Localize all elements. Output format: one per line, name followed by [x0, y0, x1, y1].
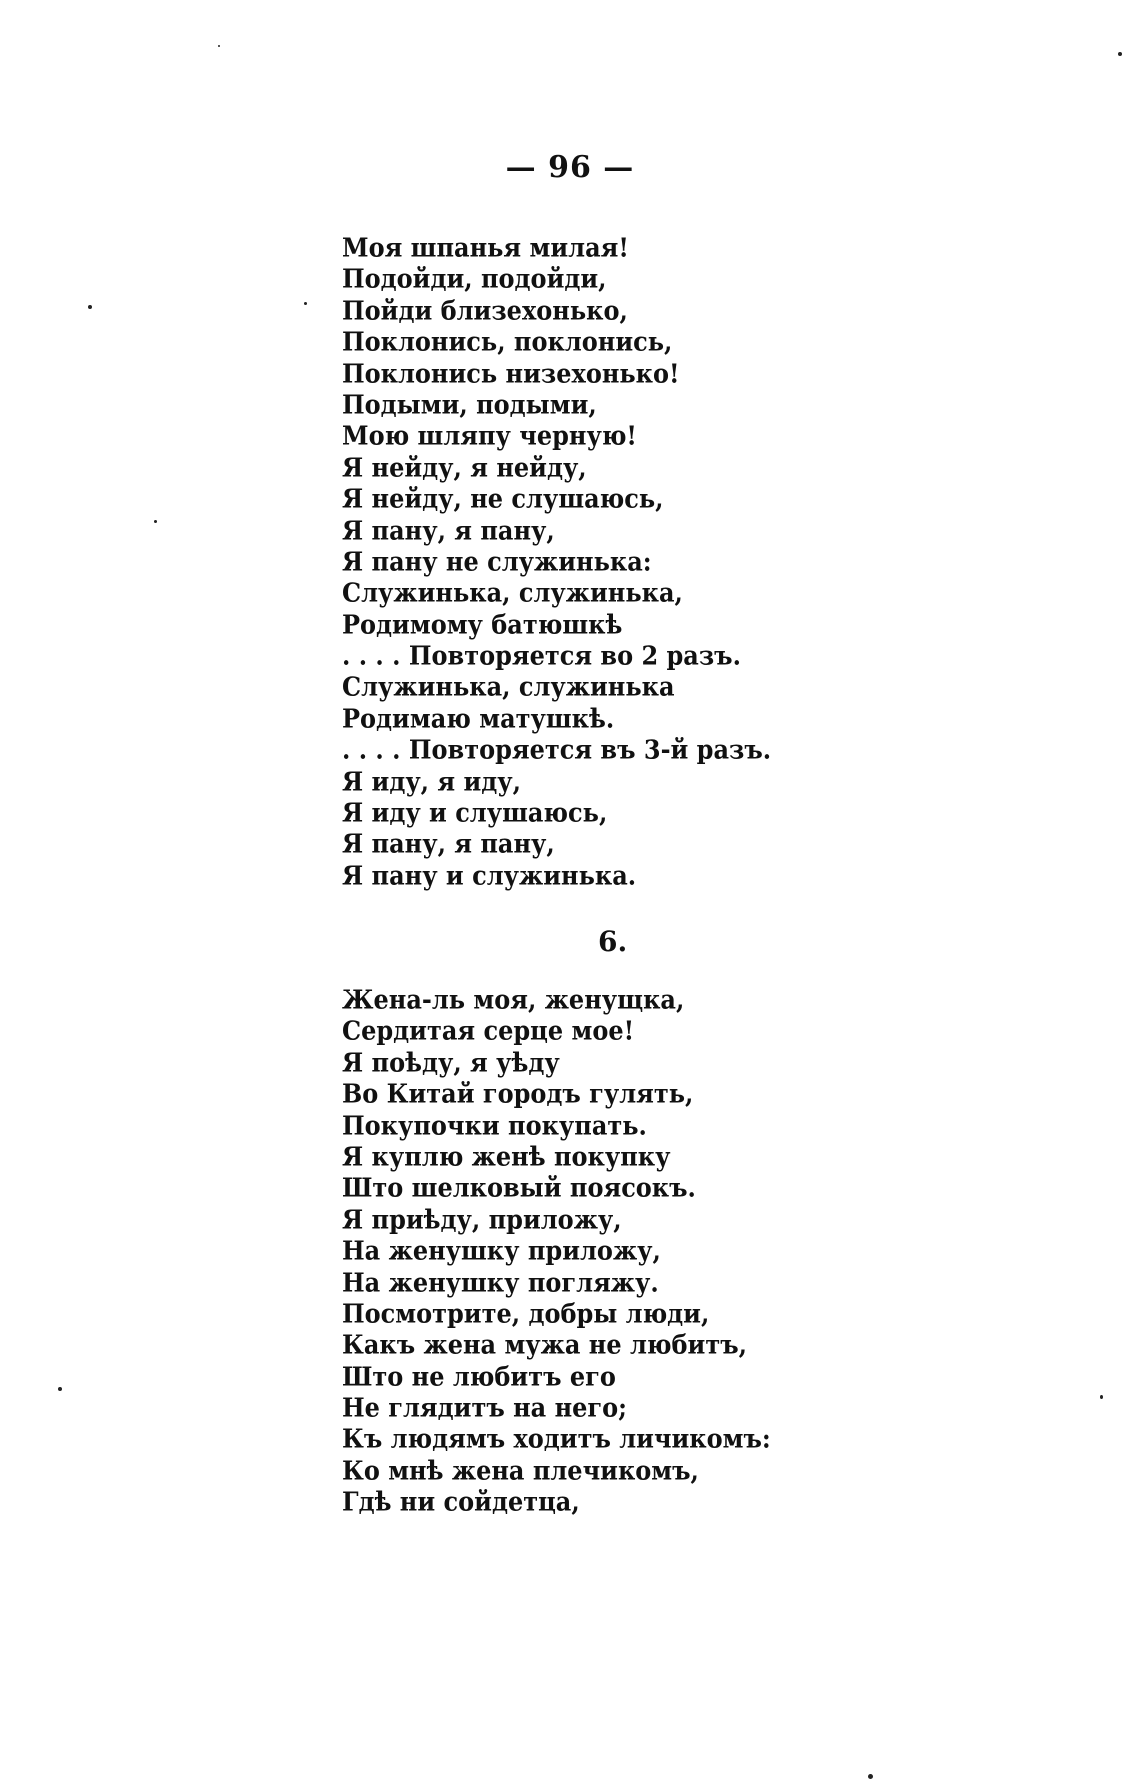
verse-line: Што не любитъ его: [342, 1360, 616, 1392]
verse-line: Подыми, подыми,: [342, 388, 597, 421]
verse-line: Што шелковый поясокъ.: [342, 1172, 696, 1204]
verse-line: Гдѣ ни сойдетца,: [342, 1486, 580, 1518]
scan-speck: [1118, 52, 1122, 56]
verse-line: Не глядитъ на него;: [342, 1391, 627, 1424]
verse-line: Подойди, подойди,: [342, 263, 607, 295]
verse-line: Я приѣду, приложу,: [342, 1203, 622, 1235]
verse-line: Къ людямъ ходитъ личикомъ:: [342, 1423, 771, 1455]
verse-line: Служинька, служинька,: [342, 577, 683, 609]
verse-line: Покупочки покупать.: [342, 1109, 647, 1141]
verse-line: На женушку погляжу.: [342, 1266, 659, 1298]
scan-speck: [154, 520, 157, 523]
verse-line: Поклонись низехонько!: [342, 357, 680, 389]
verse-line: Я нейду, я нейду,: [342, 451, 587, 483]
verse-line: Посмотрите, добры люди,: [342, 1297, 710, 1330]
verse-line: Я пану и служинька.: [342, 859, 637, 891]
song-a-verse: [342, 232, 771, 891]
verse-line: Сердитая серце мое!: [342, 1015, 635, 1047]
page-number: — 96 —: [505, 150, 635, 185]
verse-line: Я пану, я пану,: [342, 828, 555, 860]
verse-line: Я иду, я иду,: [342, 765, 521, 797]
verse-line: Поклонись, поклонись,: [342, 325, 673, 358]
scan-speck: [304, 302, 307, 305]
verse-line: Я куплю женѣ покупку: [342, 1140, 671, 1173]
verse-line: Моя шпанья милая!: [342, 231, 629, 264]
verse-line: Я нейду, не слушаюсь,: [342, 482, 664, 515]
song-b-verse: [342, 984, 771, 1518]
verse-line: Пойди близехонько,: [342, 294, 628, 326]
verse-line: Служинька, служинька: [342, 671, 675, 703]
verse-line: Мою шляпу черную!: [342, 420, 637, 452]
verse-line: Родимаю матушкѣ.: [342, 702, 615, 735]
scan-speck: [1100, 1395, 1103, 1399]
verse-line: Жена-ль моя, женущка,: [342, 983, 685, 1016]
verse-line: Я иду и слушаюсь,: [342, 796, 608, 829]
scan-speck: [88, 305, 92, 309]
verse-line: Во Китай городъ гулять,: [342, 1077, 694, 1110]
scan-speck: [868, 1774, 873, 1779]
verse-line: Родимому батюшкѣ: [342, 608, 623, 640]
song-number: 6.: [598, 925, 628, 958]
verse-line: Я пану, я пану,: [342, 514, 555, 546]
scan-speck: [218, 45, 220, 47]
scan-speck: [58, 1387, 62, 1391]
verse-line: Я пану не служинька:: [342, 545, 652, 578]
verse-line: Я поѣду, я уѣду: [342, 1046, 560, 1078]
repeat-note: . . . . Повторяется во 2 разъ.: [342, 639, 741, 672]
verse-line: На женушку приложу,: [342, 1234, 661, 1267]
verse-line: Ко мнѣ жена плечикомъ,: [342, 1454, 699, 1487]
repeat-note: . . . . Повторяется въ 3-й разъ.: [342, 734, 772, 766]
verse-line: Какъ жена мужа не любитъ,: [342, 1329, 747, 1361]
